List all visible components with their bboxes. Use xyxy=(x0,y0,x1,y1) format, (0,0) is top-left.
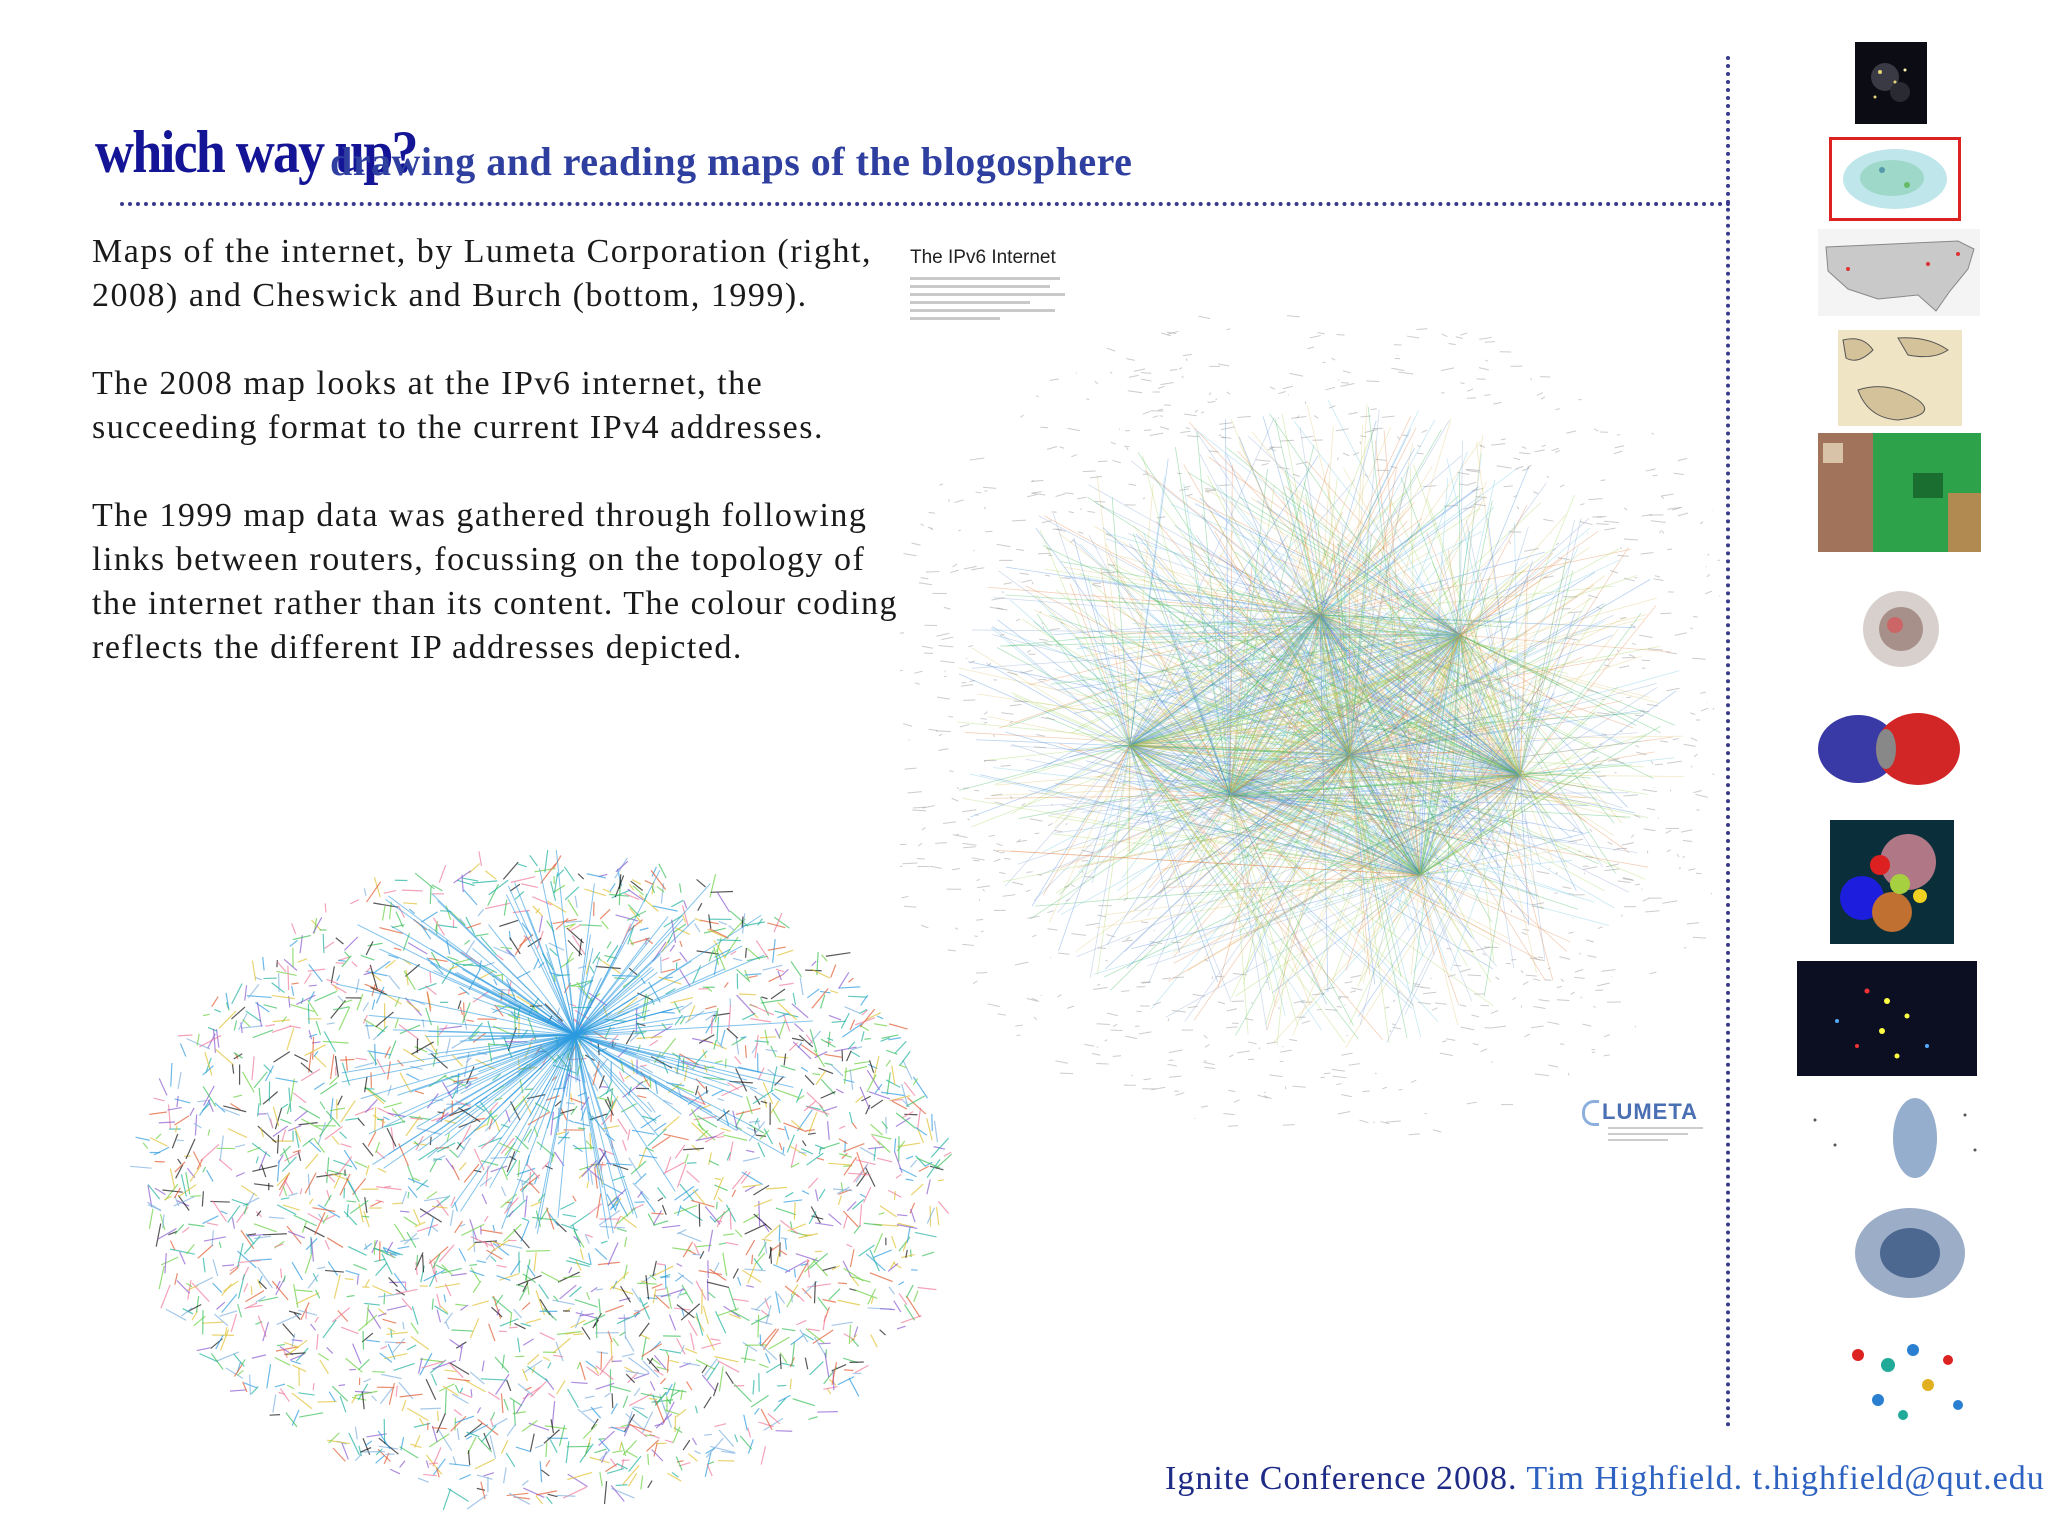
archipelago-map-thumbnail[interactable] xyxy=(1838,330,1962,426)
blue-red-network-thumbnail[interactable] xyxy=(1800,697,1972,815)
lumeta-logo-caption xyxy=(1608,1127,1708,1145)
slide-title: which way up? xyxy=(95,119,417,185)
network-oval-thumbnail[interactable] xyxy=(1829,137,1961,221)
lumeta-logo-text: LUMETA xyxy=(1602,1099,1699,1124)
lumeta-logo-icon xyxy=(1582,1100,1599,1126)
network-cluster-thumbnail[interactable] xyxy=(1845,575,1957,683)
star-field-thumbnail[interactable] xyxy=(1797,961,1977,1076)
dense-network-thumbnail[interactable] xyxy=(1815,1195,1995,1310)
night-earth-thumbnail[interactable] xyxy=(1855,42,1927,124)
paragraph-1: Maps of the internet, by Lumeta Corporation (right, 2008) and Cheswick and Burch (bottom, 1999). xyxy=(92,233,872,314)
lumeta-map-notes xyxy=(910,277,1070,325)
slide-subtitle: drawing and reading maps of the blogosphere xyxy=(330,139,1133,184)
scatter-network-thumbnail[interactable] xyxy=(1795,1090,1995,1190)
cheswick-burch-map xyxy=(130,850,960,1510)
footer-conference: Ignite Conference 2008. xyxy=(1165,1460,1518,1497)
header-divider xyxy=(120,202,1732,206)
us-map-thumbnail[interactable] xyxy=(1818,229,1980,316)
lumeta-ipv6-map xyxy=(900,235,1720,1155)
paragraph-2: The 2008 map looks at the IPv6 internet, the succeeding format to the current IPv4 addresses. xyxy=(92,365,824,446)
sidebar-divider xyxy=(1726,56,1730,1428)
bubble-chart-thumbnail[interactable] xyxy=(1830,820,1954,944)
ipv6-network-graphic xyxy=(900,235,1720,1155)
body-text xyxy=(92,230,912,714)
lumeta-logo xyxy=(1602,1099,1698,1125)
footer xyxy=(1165,1460,2045,1498)
internet-topology-graphic xyxy=(130,850,960,1510)
footer-author: Tim Highfield. t.highfield@qut.edu xyxy=(1526,1460,2045,1497)
land-map-thumbnail[interactable] xyxy=(1818,433,1981,552)
lumeta-map-title: The IPv6 Internet xyxy=(910,247,1056,268)
paragraph-3: The 1999 map data was gathered through following links between routers, focussing on the topology of the internet rather than its content. The colour coding reflects the different IP addresses depicted. xyxy=(92,497,899,666)
colored-nodes-thumbnail[interactable] xyxy=(1818,1305,1998,1445)
